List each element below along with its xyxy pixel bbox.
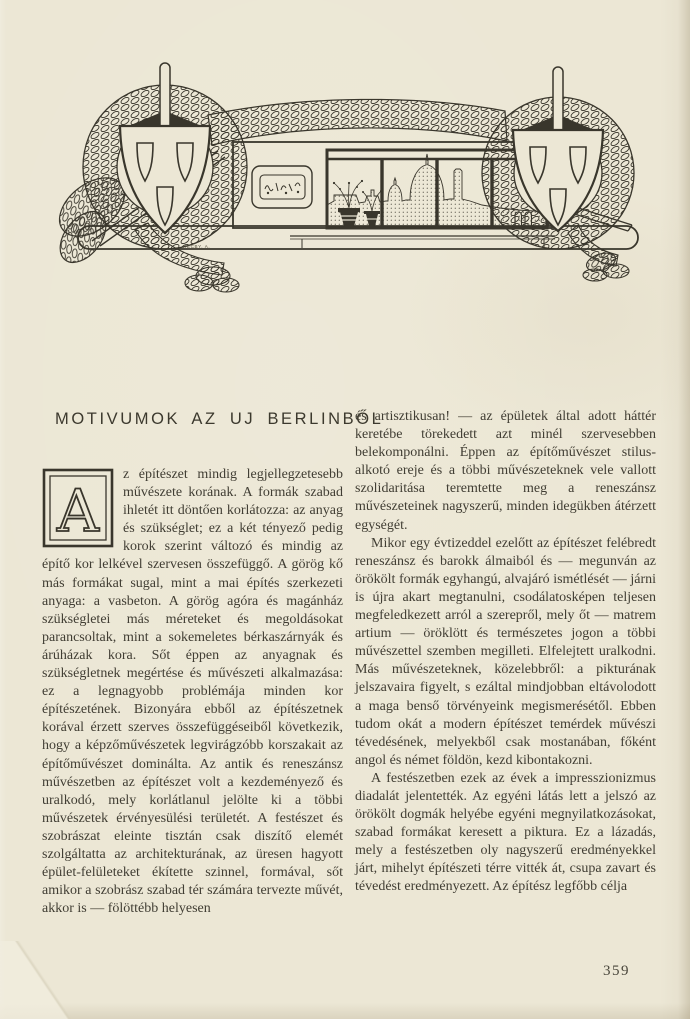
- header-illustration: [50, 55, 650, 295]
- shield-post-right: [553, 67, 563, 137]
- page-corner-curl: [0, 941, 96, 1019]
- rope-band-top: [208, 99, 507, 145]
- article-title: MOTIVUMOK AZ UJ BERLINBŐL: [55, 410, 384, 428]
- drop-cap-initial: [42, 468, 114, 548]
- shelf-rod: [290, 236, 555, 248]
- shield-post-left: [160, 63, 170, 133]
- paragraph: és artisztikusan! — az épületek által adott háttér keretébe törekedett azt minél szervesebben belekomponálni. Éppen az építőművészet stilus-alkotó ereje és a többi művészeteknek vele vallott szolidaritása teremtette meg a reneszánsz művészeteinek nagyszerű, minden idegükben átérzett egységét.: [355, 409, 656, 533]
- paragraph: [42, 466, 343, 918]
- plaque-glyphs: [265, 183, 300, 194]
- text-column-right: [355, 408, 656, 897]
- text-column-left: [42, 466, 343, 918]
- paragraph-text: z építészet mindig legjellegzetesebb művészete korának. A formák szabad ihletét itt döntően korlátozza: az anyag és szükséglet; ez a két tényező pedig korok szerint változó és mindig az építő kor lelkével szervesen összefüggő. A görög kő más formákat sugal, mint a mai építés szerkezeti anyaga: a vasbeton. A görög agóra és magánház szükségletei más méreteket és megoldásokat parancsoltak, mint a sokemeletes bérkaszárnyák és árúházak kora. Sőt éppen az anyagnak és szükségletnek megértése és művészeti alkalmazása: ez a legnagyobb problémája minden kor építészetének. Bizonyára ebből az építészetnek korával érzett szerves összefüggéseiből következik, hogy a képzőművészetek legvirágzóbb korszakait az építőművészet dominálta. Az antik és reneszánsz művészetben az építészet volt a kezdeményező és uralkodó, mely korlátlanul jelölte ki a többi művészetek érvényesülési területét. A festészet és szobrászat eleinte tisztán csak diszítő elemét szolgáltatta az architekturának, az üresen hagyott épület-felületeket ékítette szinnel, formával, sőt amikor a szobrász szabad tér számára tervezte művét, akkor is — fölöttébb helyesen: [42, 467, 343, 917]
- paragraph: A festészetben ezek az évek a impresszionizmus diadalát jelentették. Az egyéni látás lett a jelszó az örökölt dogmák helyébe egyéni megnyilatkozásokat, szabad formákat keresett a piktura. Ez a lázadás, mely a festészetben oly nagyszerű eredményekkel járt, mihelyt építészeti térre vitték át, csupa zavart és tévedést eredményezett. Az építész legfőbb célja: [355, 770, 656, 895]
- paragraph: Mikor egy évtizeddel ezelőtt az építészet felébredt reneszánsz és barokk álmaiból és — megunván az örökölt formák egyhangú, alvajáró ismétlését — járni is újra akart megtanulni, csodálatosképen teljesen megfeledkezett arról a szerepről, mely őt — matrem artium — öröklött és természetes jogon a többi művészettel szemben megilleti. Elfelejtett uralkodni. Más művészeteknek, közelebbről: a pikturának jelszavaira figyelt, s ezáltal mindjobban eltávolodott a maga benső törvényeink megismerésétől. Ebben tudom okát a modern építészet temérdek művészi tévedésének, melyekből csak mostanában, főként angol és német földön, kezd kibontakozni.: [355, 535, 656, 768]
- plaque: [252, 166, 312, 208]
- page-number: 359: [603, 963, 630, 979]
- drop-cap-letter: A: [57, 477, 99, 545]
- artist-signature: HECBY. A.: [183, 244, 211, 249]
- header-illustration-drawing: [50, 55, 650, 295]
